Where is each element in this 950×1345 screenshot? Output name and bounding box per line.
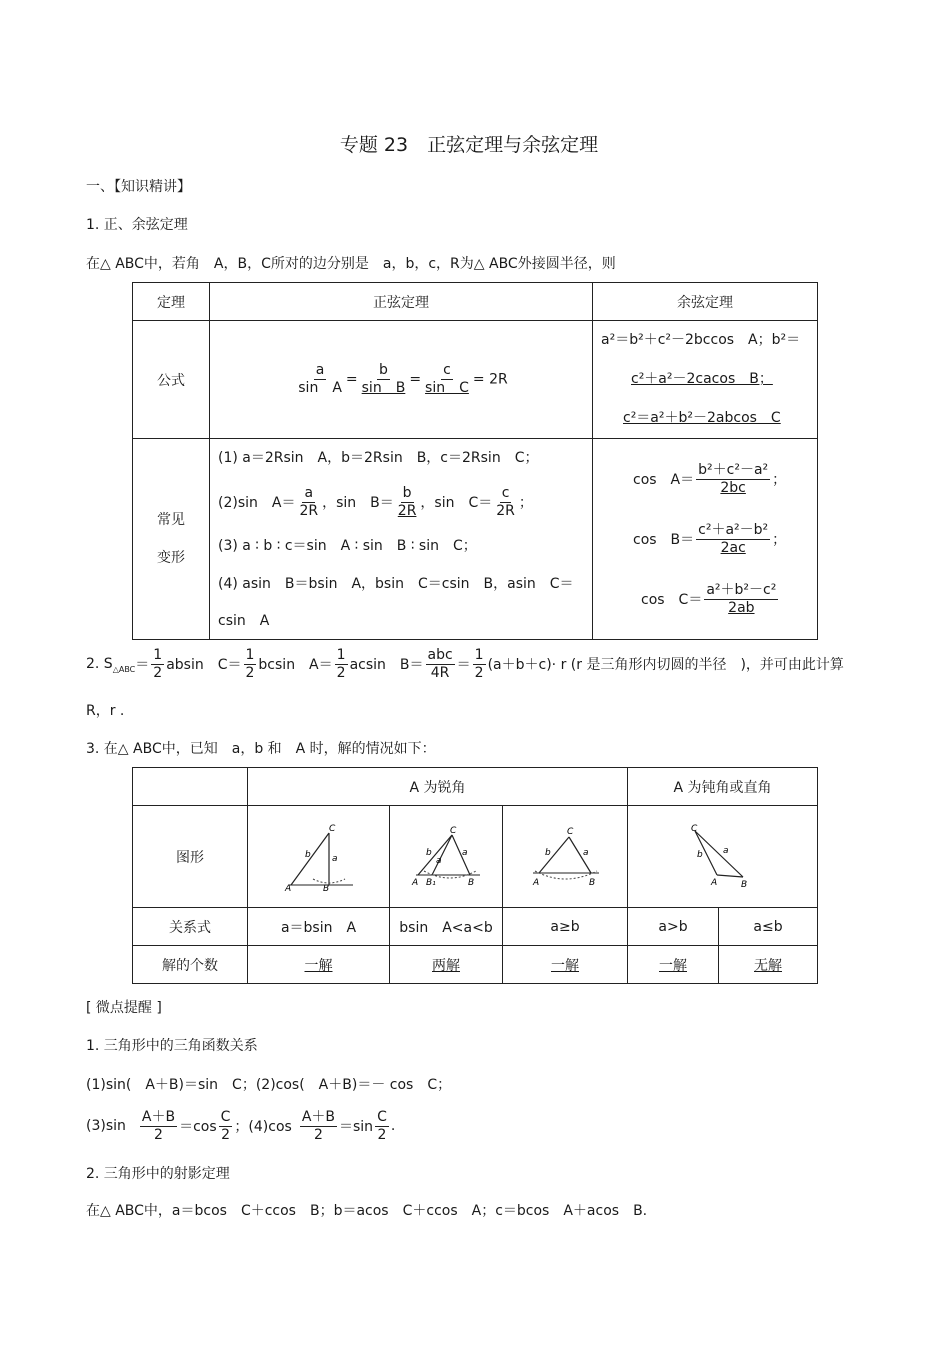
count-cell: 一解 xyxy=(628,946,719,984)
row-label-count: 解的个数 xyxy=(133,946,248,984)
svg-text:A: A xyxy=(284,883,291,891)
count-cell: 一解 xyxy=(503,946,628,984)
count-cell: 两解 xyxy=(390,946,503,984)
relation-cell: a>b xyxy=(628,908,719,946)
figure-cell xyxy=(248,806,390,908)
cosine-variants: cos A＝ $\frac{\text{b²＋c²－a²}}{2bc}$ ； cos B＝ $\frac{\text{c²＋a²－b²}}{2ac}$ ； cos C＝ $\frac{\text{a²＋b²－c²}}{2ab}$ xyxy=(593,439,818,640)
row-label-formula: 公式 xyxy=(133,321,210,439)
row-label-figure: 图形 xyxy=(133,806,248,908)
svg-text:b: b xyxy=(426,847,432,858)
svg-text:b: b xyxy=(545,847,551,858)
header-acute: A 为锐角 xyxy=(248,768,628,806)
section-heading: 一、【知识精讲】 xyxy=(86,179,191,195)
row-label-relation: 关系式 xyxy=(133,908,248,946)
svg-text:B₁: B₁ xyxy=(426,877,436,888)
triangle-figure-one-solution xyxy=(283,823,355,891)
svg-text:a: a xyxy=(583,847,589,858)
relation-cell: a≥b xyxy=(503,908,628,946)
svg-text:C: C xyxy=(450,825,457,836)
fraction: $\frac{c}{\text{sin C}}$ xyxy=(425,362,469,396)
tips-heading: [ 微点提醒 ] xyxy=(86,1000,162,1016)
empty-corner xyxy=(133,768,248,806)
svg-text:b: b xyxy=(696,849,703,860)
svg-text:a: a xyxy=(436,855,442,866)
svg-text:a: a xyxy=(331,853,338,864)
fraction: $\frac{b}{\text{sin B}}$ xyxy=(361,362,406,396)
relation-cell: a≤b xyxy=(719,908,818,946)
svg-text:C: C xyxy=(567,826,574,837)
tip-line: (1)sin( A＋B)＝sin C；(2)cos( A＋B)＝－ cos C； xyxy=(86,1077,452,1093)
svg-text:A: A xyxy=(412,877,419,888)
relation-cell: a＝bsin A xyxy=(248,908,390,946)
svg-text:A: A xyxy=(710,877,717,888)
svg-text:B: B xyxy=(740,879,747,890)
header-theorem: 定理 xyxy=(133,283,210,321)
tip-heading: 2. 三角形中的射影定理 xyxy=(86,1166,230,1182)
svg-text:C: C xyxy=(328,823,335,834)
header-obtuse: A 为钝角或直角 xyxy=(628,768,818,806)
item-heading: 3. 在△ ABC中，已知 a，b 和 A 时，解的情况如下： xyxy=(86,741,436,757)
svg-text:B: B xyxy=(322,883,329,891)
sine-formula: $\frac{a}{\text{sin A}}$ = $\frac{b}{\text{sin B}}$ = $\frac{c}{\text{sin C}}$ = 2R xyxy=(210,321,593,439)
triangle-figure-one-solution-ageb xyxy=(529,823,601,891)
svg-text:B: B xyxy=(468,877,475,888)
fraction: $\frac{a}{\text{sin A}}$ xyxy=(298,362,342,396)
count-cell: 无解 xyxy=(719,946,818,984)
area-formula: 2. S △ABC ＝ $\frac{1}{2}$ absin C＝ $\frac{1}{2}$ bcsin A＝ $\frac{1}{2}$ acsin B＝ $\frac{\text{abc}}{4R}$ ＝ $\frac{1}{2}$ (a＋b＋c)· r (r 是三角形内切圆的半径 )，并可由此计算 xyxy=(86,646,844,681)
tip-heading: 1. 三角形中的三角函数关系 xyxy=(86,1038,258,1054)
header-sine: 正弦定理 xyxy=(210,283,593,321)
svg-text:a: a xyxy=(462,847,468,858)
triangle-figure-two-solutions xyxy=(410,823,482,891)
area-formula-cont: R，r . xyxy=(86,703,125,719)
page-title: 专题 23 正弦定理与余弦定理 xyxy=(339,134,599,156)
svg-text:b: b xyxy=(304,849,311,860)
intro-text: 在△ ABC中，若角 A，B，C所对的边分别是 a，b，c，R为△ ABC外接圆半径，则 xyxy=(86,256,616,272)
count-cell: 一解 xyxy=(248,946,390,984)
svg-text:a: a xyxy=(722,845,729,856)
svg-text:C: C xyxy=(690,823,697,834)
svg-text:A: A xyxy=(533,877,540,888)
tip-line: 在△ ABC中，a＝bcos C＋ccos B；b＝acos C＋ccos A；c＝bcos A＋acos B. xyxy=(86,1203,648,1219)
sine-variants: (1) a＝2Rsin A，b＝2Rsin B，c＝2Rsin C； (2)sin A＝ $\frac{a}{2R}$ ，sin B＝ $\frac{b}{2R}$ ，sin C＝ $\frac{c}{2R}$ ； (3) a ∶ b ∶ c＝sin A ∶ sin B ∶ sin C； (4) asin B＝bsin A，bsin C＝csin B，asin C＝ csin A xyxy=(210,439,593,640)
cosine-formula: a²＝b²＋c²－2bccos A；b²＝ c²＋a²－2cacos B； c²＝a²＋b²－2abcos C xyxy=(593,321,818,439)
svg-text:B: B xyxy=(589,877,596,888)
tip-line-fractions: (3)sin $\frac{A+B}{2}$ ＝cos $\frac{C}{2}$ ；(4)cos $\frac{A+B}{2}$ ＝sin $\frac{C}{2}$ . xyxy=(86,1108,396,1143)
row-label-variants: 常见 变形 xyxy=(133,439,210,640)
sine-cosine-table xyxy=(132,282,818,640)
solutions-table xyxy=(132,767,818,984)
figure-cell xyxy=(628,806,818,908)
triangle-figure-obtuse xyxy=(687,823,759,891)
relation-cell: bsin A<a<b xyxy=(390,908,503,946)
item-heading: 1. 正、余弦定理 xyxy=(86,217,188,233)
figure-cell xyxy=(503,806,628,908)
header-cosine: 余弦定理 xyxy=(593,283,818,321)
figure-cell xyxy=(390,806,503,908)
